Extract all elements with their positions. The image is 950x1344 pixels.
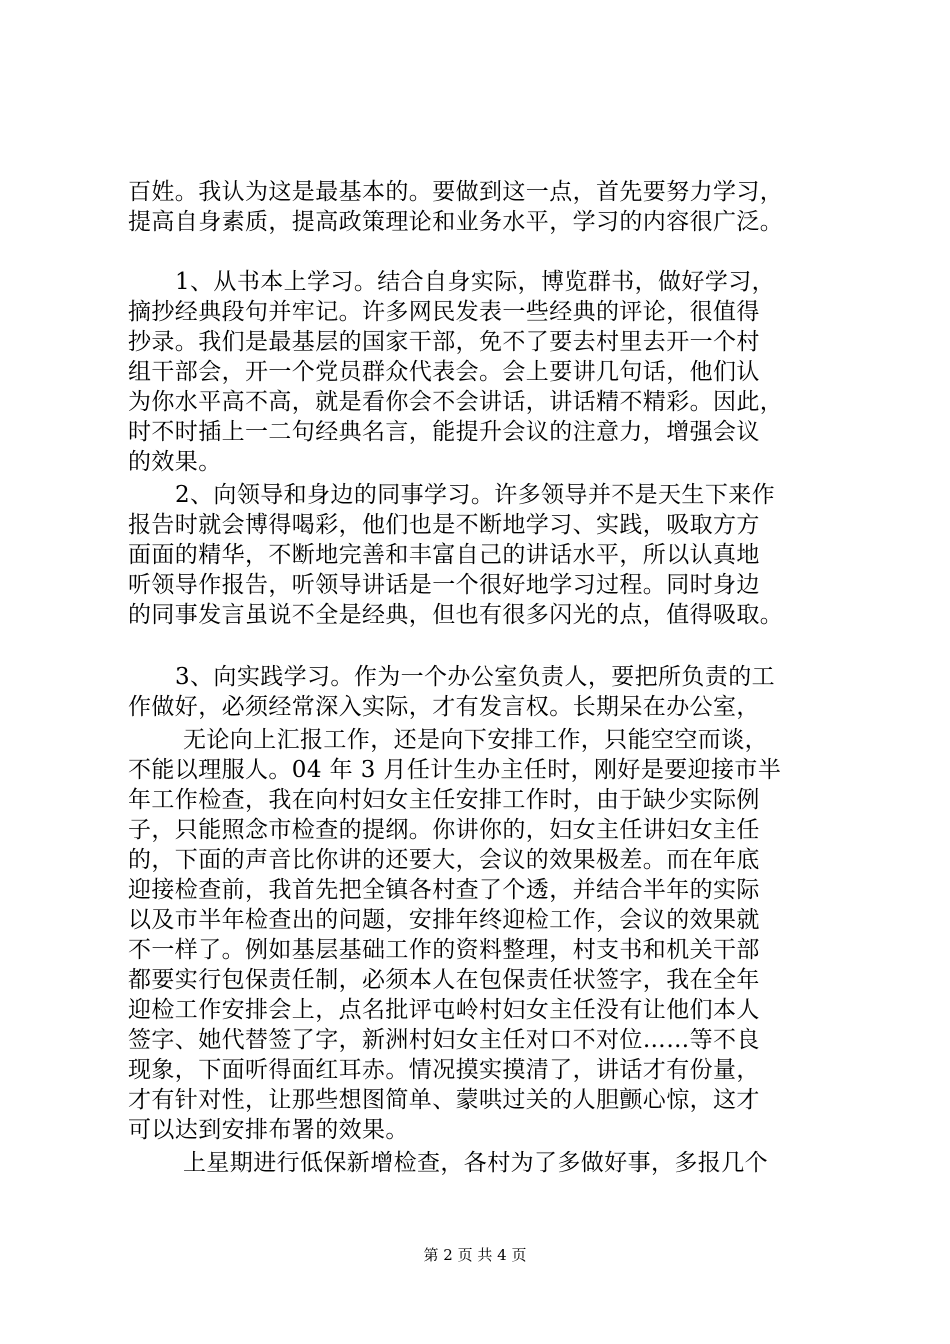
text-line: 年工作检查，我在向村妇女主任安排工作时，由于缺少实际例 — [128, 787, 760, 813]
text-line: 面面的精华，不断地完善和丰富自己的讲话水平，所以认真地 — [128, 542, 760, 568]
page-number: 第 2 页 共 4 页 — [423, 1246, 527, 1264]
text-line: 迎接检查前，我首先把全镇各村查了个透，并结合半年的实际 — [128, 877, 760, 903]
text-line: 报告时就会博得喝彩，他们也是不断地学习、实践，吸取方方 — [128, 512, 760, 538]
text-line: 不能以理服人。04 年 3 月任计生办主任时，刚好是要迎接市半 — [128, 757, 782, 783]
text-line: 百姓。我认为这是最基本的。要做到这一点，首先要努力学习， — [128, 179, 784, 205]
text-line: 子，只能照念市检查的提纲。你讲你的，妇女主任讲妇女主任 — [128, 817, 760, 843]
text-line: 时不时插上一二句经典名言，能提升会议的注意力，增强会议 — [128, 419, 760, 445]
text-line: 的同事发言虽说不全是经典，但也有很多闪光的点，值得吸取。 — [128, 602, 784, 628]
text-line: 才有针对性，让那些想图简单、蒙哄过关的人胆颤心惊，这才 — [128, 1087, 760, 1113]
text-line: 签字、她代替签了字，新洲村妇女主任对口不对位……等不良 — [128, 1027, 760, 1053]
text-line: 迎检工作安排会上，点名批评屯岭村妇女主任没有让他们本人 — [128, 997, 760, 1023]
text-line: 可以达到安排布署的效果。 — [128, 1117, 409, 1143]
text-line: 上星期进行低保新增检查，各村为了多做好事，多报几个 — [183, 1150, 768, 1176]
text-line: 听领导作报告，听领导讲话是一个很好地学习过程。同时身边 — [128, 572, 760, 598]
text-line: 以及市半年检查出的问题，安排年终迎检工作，会议的效果就 — [128, 907, 760, 933]
text-line: 1、从书本上学习。结合自身实际，博览群书，做好学习， — [175, 269, 776, 295]
text-line: 抄录。我们是最基层的国家干部，免不了要去村里去开一个村 — [128, 329, 760, 355]
text-line: 为你水平高不高，就是看你会不会讲话，讲话精不精彩。因此， — [128, 389, 784, 415]
text-line: 2、向领导和身边的同事学习。许多领导并不是天生下来作 — [175, 482, 776, 508]
text-line: 3、向实践学习。作为一个办公室负责人，要把所负责的工 — [175, 664, 776, 690]
text-line: 现象，下面听得面红耳赤。情况摸实摸清了，讲话才有份量， — [128, 1057, 760, 1083]
text-line: 组干部会，开一个党员群众代表会。会上要讲几句话，他们认 — [128, 359, 760, 385]
text-line: 的，下面的声音比你讲的还要大，会议的效果极差。而在年底 — [128, 847, 760, 873]
text-line: 不一样了。例如基层基础工作的资料整理，村支书和机关干部 — [128, 937, 760, 963]
text-line: 的效果。 — [128, 449, 222, 475]
text-line: 提高自身素质，提高政策理论和业务水平，学习的内容很广泛。 — [128, 209, 784, 235]
text-line: 摘抄经典段句并牢记。许多网民发表一些经典的评论，很值得 — [128, 299, 760, 325]
text-line: 都要实行包保责任制，必须本人在包保责任状签字，我在全年 — [128, 967, 760, 993]
text-line: 无论向上汇报工作，还是向下安排工作，只能空空而谈， — [183, 727, 768, 753]
text-line: 作做好，必须经常深入实际，才有发言权。长期呆在办公室， — [128, 694, 760, 720]
